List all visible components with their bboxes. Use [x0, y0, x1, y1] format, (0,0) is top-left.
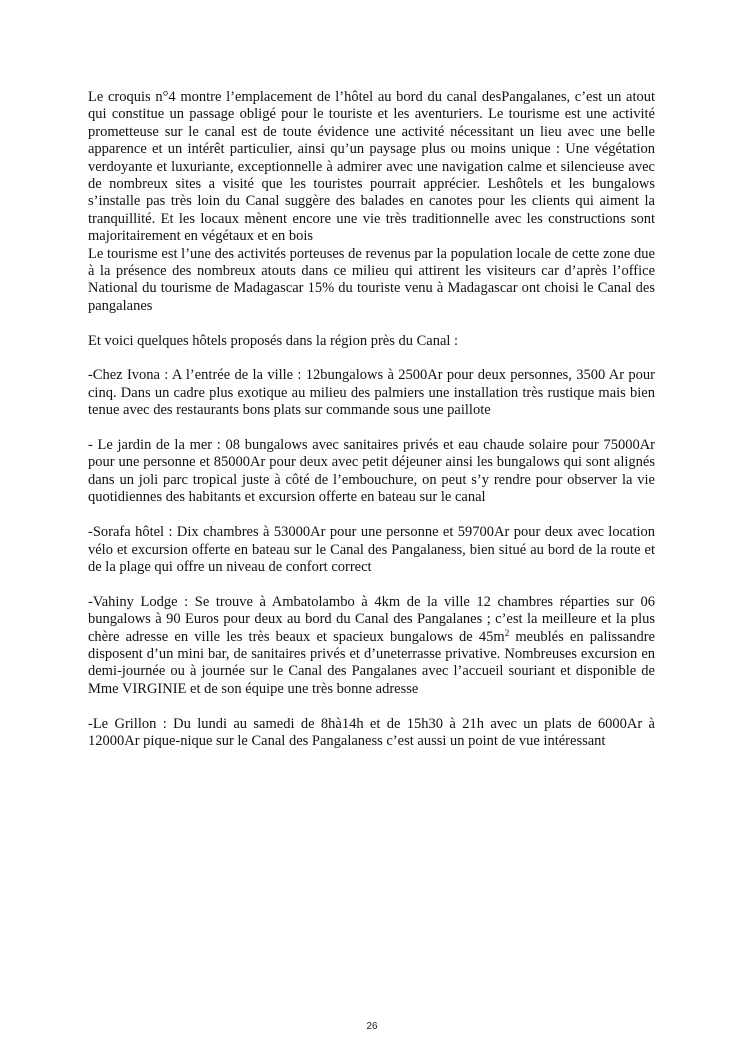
- paragraph-spacer: [88, 420, 655, 437]
- paragraph-hotel-jardin-de-la-mer: - Le jardin de la mer : 08 bungalows avec sanitaires privés et eau chaude solaire pour 75000Ar pour une personne et 85000Ar pour deux avec petit déjeuner ainsi les bungalows qui sont alignés dans un joli parc tropical juste à côté de l’embouchure, on peut s’y rendre pour observer la vie quotidiennes des habitants et excursion offerte en bateau sur le canal: [88, 437, 655, 506]
- paragraph-intro: Le croquis n°4 montre l’emplacement de l’hôtel au bord du canal desPangalanes, c’est un atout qui constitue un passage obligé pour le touriste et les aventuriers. Le tourisme est une activité prometteuse sur le canal est de toute évidence une activité nécessitant un lieu avec une belle apparence et un intérêt particulier, ainsi qu’un paysage plus ou moins unique : Une végétation verdoyante et luxuriante, exceptionnelle à admirer avec une navigation calme et silencieuse avec de nombreux sites a visité que les touristes pourrait apprécier. Leshôtels et les bungalows s’installe pas très loin du Canal suggère des balades en canotes pour les clients qui aiment la tranquillité. Et les locaux mènent encore une vie très traditionnelle avec les constructions sont majoritairement en végétaux et en bois: [88, 89, 655, 245]
- paragraph-hotel-le-grillon: -Le Grillon : Du lundi au samedi de 8hà14h et de 15h30 à 21h avec un plats de 6000Ar à 12000Ar pique-nique sur le Canal des Pangalaness c’est aussi un point de vue intéressant: [88, 715, 655, 749]
- paragraph-spacer: [88, 698, 655, 715]
- document-body: [88, 89, 655, 750]
- vahiny-lodge-text-part1: -Vahiny Lodge : Se trouve à Ambatolambo à 4km de la ville 12 chambres réparties sur 06 bungalows à 90 Euros pour deux au bord du Canal des Pangalanes ; c’est la meilleure et la plus chère adresse en ville les très beaux et spacieux bungalows de 45m: [88, 593, 655, 645]
- square-meter-superscript: 2: [504, 627, 510, 638]
- paragraph-hotel-chez-ivona: -Chez Ivona : A l’entrée de la ville : 12bungalows à 2500Ar pour deux personnes, 3500 Ar pour cinq. Dans un cadre plus exotique au milieu des palmiers une installation très rustique mais bien tenue avec des restaurants bons plats sur commande sous une paillote: [88, 367, 655, 419]
- paragraph-spacer: [88, 315, 655, 332]
- page-number: 26: [366, 1021, 378, 1032]
- paragraph-spacer: [88, 350, 655, 367]
- paragraph-spacer: [88, 507, 655, 524]
- paragraph-spacer: [88, 576, 655, 593]
- paragraph-tourism: Le tourisme est l’une des activités porteuses de revenus par la population locale de cette zone due à la présence des nombreux atouts dans ce milieu qui attirent les visiteurs car d’après l’office National du tourisme de Madagascar 15% du touriste venu à Madagascar ont choisi le Canal des pangalanes: [88, 245, 655, 314]
- paragraph-hotels-intro: Et voici quelques hôtels proposés dans la région près du Canal :: [88, 332, 459, 349]
- paragraph-hotel-vahiny-lodge: [88, 594, 655, 698]
- vahiny-lodge-text-part2: meublés en palissandre disposent d’un mini bar, de sanitaires privés et d’uneterrasse privative. Nombreuses excursion en demi-journée ou à journée sur le Canal des Pangalanes avec l’accueil souriant et disponible de Mme VIRGINIE et de son équipe une très bonne adresse: [88, 628, 655, 697]
- paragraph-hotel-sorafa: -Sorafa hôtel : Dix chambres à 53000Ar pour une personne et 59700Ar pour deux avec location vélo et excursion offerte en bateau sur le Canal des Pangalaness, bien situé au bord de la route et de la plage qui offre un niveau de confort correct: [88, 524, 655, 575]
